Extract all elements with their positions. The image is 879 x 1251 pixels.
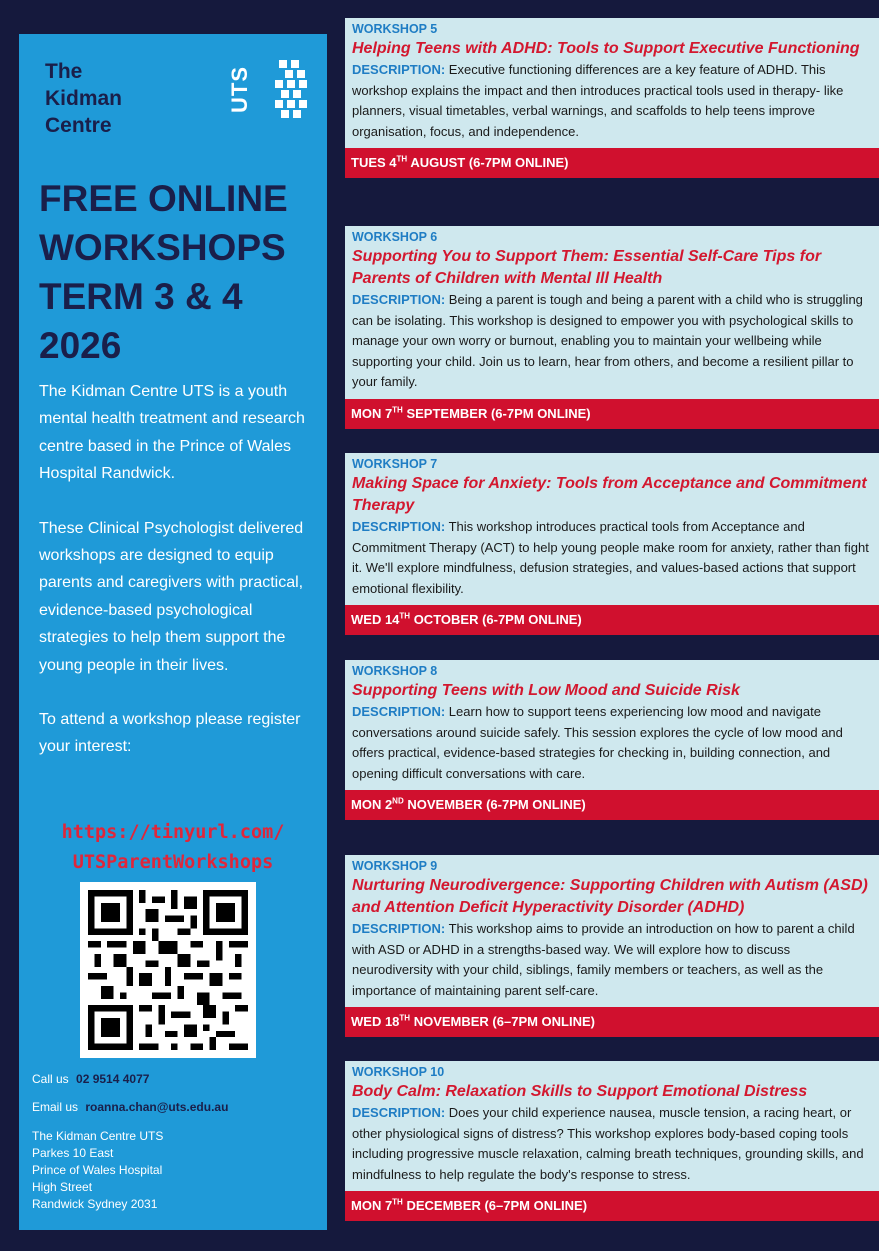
date-suffix: TH [392,1197,403,1207]
qr-code-image [88,890,248,1050]
intro-text [39,378,319,788]
title-line: TERM 3 & 4 [39,276,243,317]
workshop-description [352,517,869,599]
address-line: High Street [32,1180,93,1194]
workshop-number: WORKSHOP 9 [352,859,438,873]
logo-line: The [45,60,83,83]
date-suffix: TH [399,611,411,621]
date-day: TUES 4 [351,155,397,170]
workshop-date [345,399,879,429]
contact-info [32,1072,228,1213]
intro-paragraph: The Kidman Centre UTS is a youth mental health treatment and research centre based in the Prince of Wales Hospital Randwick. [39,383,305,483]
workshop-title: Supporting You to Support Them: Essential Self-Care Tips for Parents of Children with Mental Ill Health [352,248,822,287]
date-day: MON 2 [351,797,393,812]
email-row [32,1100,228,1114]
date-month-time: DECEMBER (6–7PM ONLINE) [402,1198,588,1213]
phone-label: Call us [32,1072,69,1086]
date-day: MON 7 [351,405,393,421]
workshop-card [345,1061,879,1221]
title-line: 2026 [39,325,122,366]
workshop-date [345,148,879,178]
address-line: Randwick Sydney 2031 [32,1197,158,1211]
workshop-title: Supporting Teens with Low Mood and Suicide Risk [352,682,740,699]
description-text: This workshop introduces practical tools from Acceptance and Commitment Therapy (ACT) to help young people make room for anxiety, rather than fight it. We'll explore mindfulness, defusion strategies, and values-based actions that support emotional flexibility. [352,519,869,596]
workshop-title: Nurturing Neurodivergence: Supporting Children with Autism (ASD) and Attention Deficit Hyperactivity Disorder (ADHD) [352,877,868,916]
phone-row [32,1072,228,1086]
description-label: DESCRIPTION: [352,704,446,719]
workshop-date [345,605,879,635]
title-line: FREE ONLINE [39,178,288,219]
description-text: Learn how to support teens experiencing low mood and navigate conversations around suicide safely. This session explores the cycle of low mood and offers practical, evidence-based strategies for checking in, building connection, and opening difficult conversations with care. [352,704,843,781]
register-link-line[interactable]: UTSParentWorkshops [72,852,274,873]
description-text: Executive functioning differences are a key feature of ADHD. This workshop explains the impact and then introduces practical tools used in therapy- like planners, visual timetables, verbal warnings, and scaffolds to help teens improve organisation, focus, and independence. [352,62,844,139]
workshop-title: Body Calm: Relaxation Skills to Support Emotional Distress [352,1083,808,1100]
workshop-description [352,1103,869,1185]
date-day: WED 18 [351,1014,400,1029]
description-text: Does your child experience nausea, muscle tension, a racing heart, or other physiological signs of distress? This workshop explores body-based coping tools including progressive muscle relaxation, calming breath techniques, grounding skills, and mindfulness to help regulate the body's response to stress. [352,1105,864,1182]
description-label: DESCRIPTION: [352,62,446,77]
register-link-line[interactable]: https://tinyurl.com/ [61,822,285,843]
workshop-number: WORKSHOP 5 [352,22,438,36]
page-title [39,174,324,370]
workshop-date [345,1191,879,1221]
uts-logo-icon [235,54,315,132]
workshop-description [352,919,869,1001]
address-line: The Kidman Centre UTS [32,1129,164,1143]
workshop-title: Making Space for Anxiety: Tools from Acceptance and Commitment Therapy [352,475,867,514]
workshop-title: Helping Teens with ADHD: Tools to Support Executive Functioning [352,40,860,57]
date-suffix: TH [392,405,403,415]
qr-code[interactable] [80,882,256,1058]
workshop-number: WORKSHOP 10 [352,1065,445,1079]
workshop-card [345,453,879,635]
date-month-time: AUGUST (6-7PM ONLINE) [407,155,569,170]
date-suffix: ND [392,796,404,806]
address-line: Prince of Wales Hospital [32,1163,163,1177]
register-paragraph: To attend a workshop please register your interest: [39,711,301,756]
description-label: DESCRIPTION: [352,1105,446,1120]
description-text: Being a parent is tough and being a parent with a child who is struggling can be isolating. This workshop is designed to empower you with psychological skills to manage your own worry or burnout, enabling you to maintain your wellbeing while supporting your child. Join us to learn, hear from others, and become a resilient pillar to your family. [352,292,863,389]
logo-line: Kidman [45,87,123,110]
kidman-centre-logo [45,58,122,139]
description-text: This workshop aims to provide an introduction on how to parent a child with ASD or ADHD in a strengths-based way. We will explore how to discuss neurodiversity with your child, siblings, family members or teachers, as well as the importance of maintaining parent self-care. [352,921,855,998]
description-label: DESCRIPTION: [352,921,446,936]
workshop-card [345,18,879,178]
description-label: DESCRIPTION: [352,519,446,534]
phone-number[interactable]: 02 9514 4077 [76,1072,150,1086]
date-day: MON 7 [351,1198,393,1213]
logo-line: Centre [45,114,112,137]
workshop-number: WORKSHOP 6 [352,230,438,244]
date-month-time: NOVEMBER (6–7PM ONLINE) [410,1014,595,1029]
address-line: Parkes 10 East [32,1146,114,1160]
workshop-description [352,290,869,393]
date-day: WED 14 [351,612,400,627]
date-month-time: NOVEMBER (6-7PM ONLINE) [403,797,586,812]
workshop-card [345,660,879,820]
email-label: Email us [32,1100,79,1114]
workshop-card [345,855,879,1037]
workshop-date [345,1007,879,1037]
workshop-number: WORKSHOP 7 [352,457,438,471]
register-link[interactable] [19,818,327,878]
address [32,1128,228,1213]
date-suffix: TH [399,1013,411,1023]
workshop-description [352,702,869,784]
intro-paragraph: These Clinical Psychologist delivered workshops are designed to equip parents and caregivers with practical, evidence-based psychological strategies to help them support the young people in their lives. [39,519,304,674]
title-line: WORKSHOPS [39,227,286,268]
date-month-time: SEPTEMBER (6-7PM ONLINE) [402,405,591,421]
workshop-description [352,60,869,142]
date-suffix: TH [396,154,408,164]
info-panel [19,34,327,1230]
date-month-time: OCTOBER (6-7PM ONLINE) [410,612,582,627]
workshop-number: WORKSHOP 8 [352,664,438,678]
uts-logo-text: UTS [227,66,252,114]
email-address[interactable]: roanna.chan@uts.edu.au [85,1100,229,1114]
workshop-card [345,226,879,429]
workshop-date [345,790,879,820]
description-label: DESCRIPTION: [352,292,446,307]
